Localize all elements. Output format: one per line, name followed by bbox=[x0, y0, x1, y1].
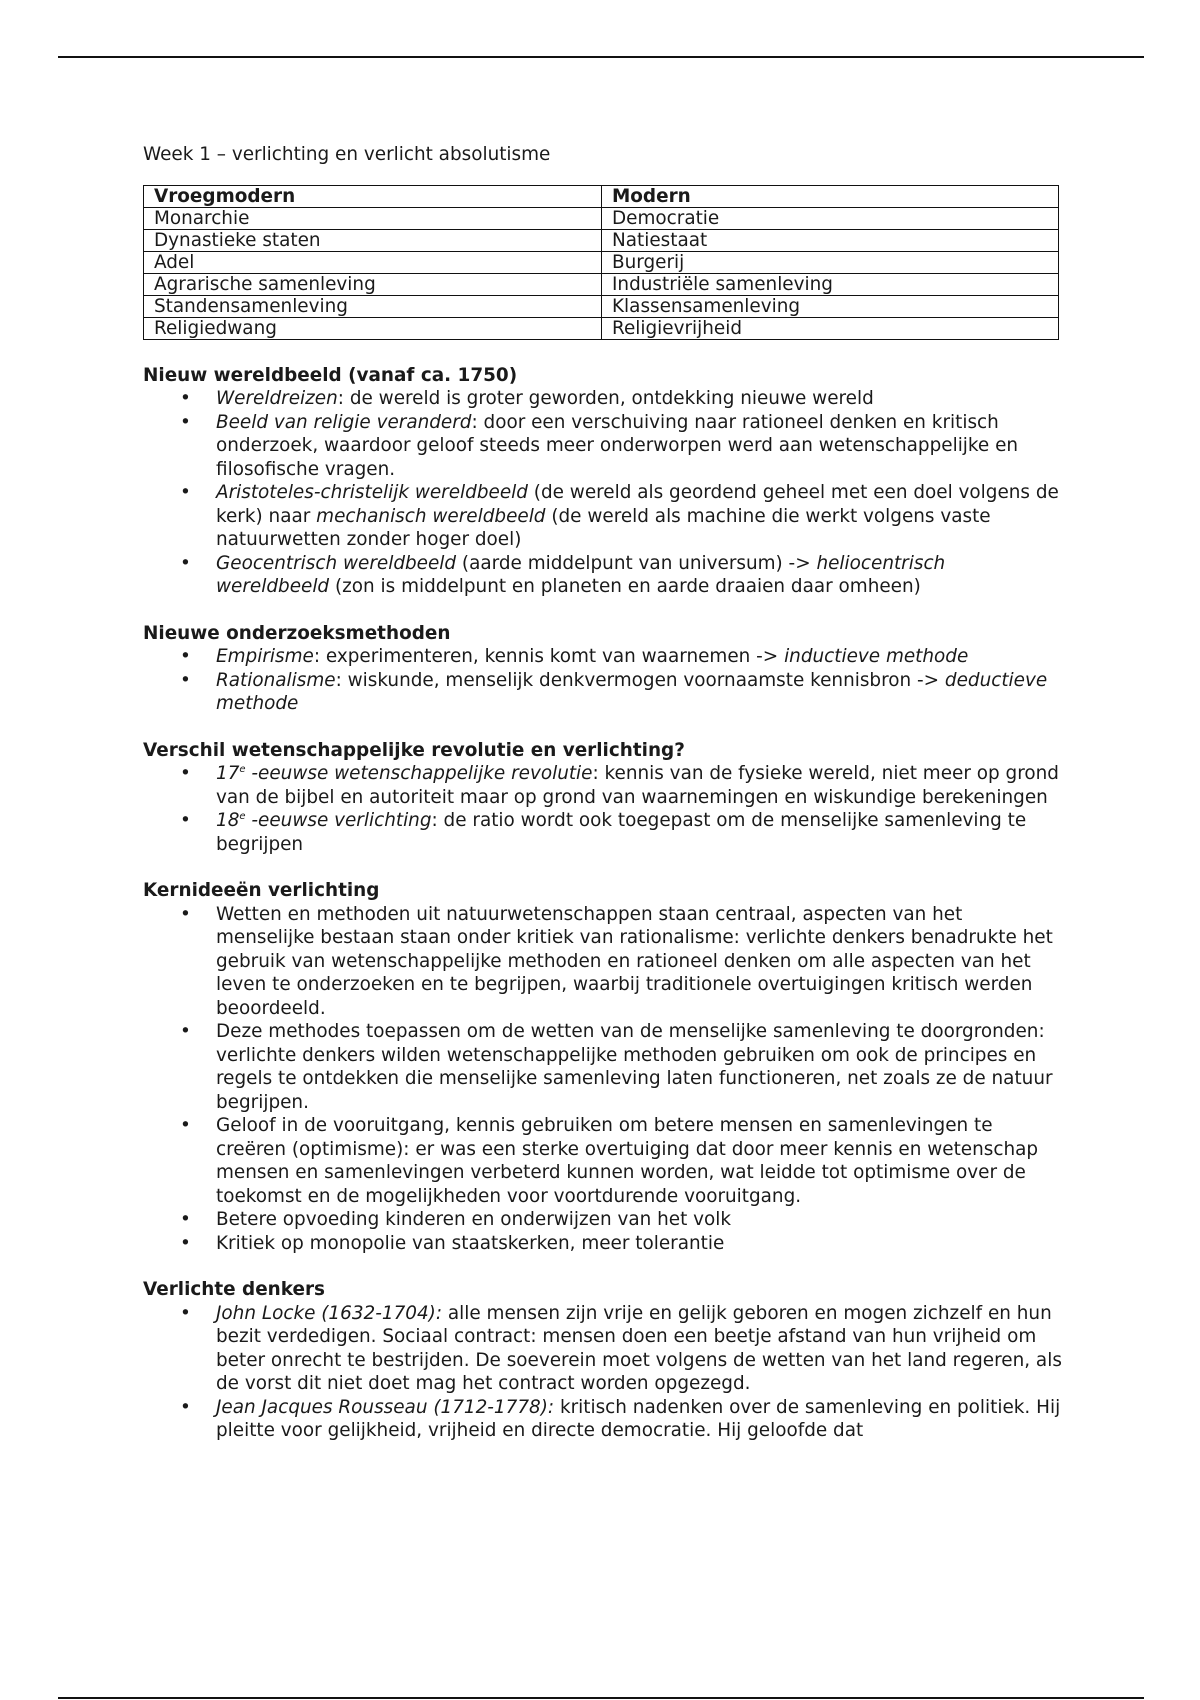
item-text: (de wereld als geordend geheel met een doel volgens de kerk) naar bbox=[216, 482, 1059, 527]
item-text: : de wereld is groter geworden, ontdekking nieuwe wereld bbox=[337, 388, 874, 409]
list-item bbox=[143, 552, 1063, 599]
term: deductieve methode bbox=[216, 669, 1048, 714]
table-header: Modern bbox=[602, 185, 1059, 207]
table-row bbox=[144, 273, 1059, 295]
item-text: : wiskunde, menselijk denkvermogen voornaamste kennisbron -> bbox=[335, 669, 945, 691]
verschil-list bbox=[143, 762, 1063, 856]
item-text: (zon is middelpunt en planeten en aarde draaien daar omheen) bbox=[329, 576, 921, 597]
item-text: (aarde middelpunt van universum) -> bbox=[456, 552, 817, 574]
term-text: -eeuwse wetenschappelijke revolutie bbox=[245, 763, 593, 784]
item-text: kritisch nadenken over de samenleving en politiek. Hij pleitte voor gelijkheid, vrijheid en directe democratie. Hij geloofde dat bbox=[216, 1396, 1061, 1441]
bottom-rule bbox=[58, 1697, 1144, 1699]
term: Beeld van religie veranderd bbox=[216, 411, 472, 433]
term: Aristoteles-christelijk wereldbeeld bbox=[216, 482, 528, 503]
term: Rationalisme bbox=[216, 669, 336, 691]
table-cell: Religiedwang bbox=[144, 317, 602, 339]
term: inductieve methode bbox=[784, 646, 969, 667]
item-text: alle mensen zijn vrije en gelijk geboren en mogen zichzelf en hun bezit verdedigen. Sociaal contract: mensen doen een beetje afstand van hun vrijheid om beter onrecht te bestrijden. De soeverein moet volgens de wetten van het land regeren, als de vorst dit niet doet mag het contract worden opgezegd. bbox=[216, 1302, 1062, 1394]
table-row bbox=[144, 229, 1059, 251]
table-cell: Democratie bbox=[602, 207, 1059, 229]
table-row bbox=[144, 317, 1059, 339]
section-heading-wereldbeeld: Nieuw wereldbeeld (vanaf ca. 1750) bbox=[143, 364, 518, 386]
table-cell: Monarchie bbox=[144, 207, 602, 229]
kernideeen-list bbox=[143, 903, 1063, 1256]
list-item: • Betere opvoeding kinderen en onderwijzen van het volk bbox=[143, 1208, 1063, 1232]
term: Wereldreizen bbox=[216, 388, 338, 409]
list-item bbox=[143, 411, 1063, 482]
item-text: : kennis van de fysieke wereld, niet meer op grond van de bijbel en autoriteit maar op grond van waarnemingen en wiskundige berekeningen bbox=[216, 763, 1059, 808]
item-text: (de wereld als machine die werkt volgens vaste natuurwetten zonder hoger doel) bbox=[216, 505, 991, 550]
list-item bbox=[143, 387, 1063, 411]
top-rule bbox=[58, 56, 1144, 58]
century-number: 18 bbox=[216, 810, 240, 831]
table-cell: Industriële samenleving bbox=[602, 273, 1059, 295]
list-item bbox=[143, 1396, 1063, 1443]
section-heading-onderzoeksmethoden: Nieuwe onderzoeksmethoden bbox=[143, 622, 451, 644]
list-item bbox=[143, 645, 1063, 669]
term: Empirisme bbox=[216, 646, 314, 667]
list-item: • Deze methodes toepassen om de wetten van de menselijke samenleving te doorgronden: verlichte denkers wilden wetenschappelijke methoden gebruiken om ook de principes en regels te ontdekken die menselijke samenleving laten functioneren, net zoals ze de natuur begrijpen. bbox=[143, 1020, 1063, 1114]
table-cell: Agrarische samenleving bbox=[144, 273, 602, 295]
table-row bbox=[144, 295, 1059, 317]
ordinal-suffix: e bbox=[239, 811, 246, 822]
term bbox=[216, 763, 592, 784]
term: Geocentrisch wereldbeeld bbox=[216, 552, 457, 574]
document-body bbox=[143, 143, 1063, 1466]
table-cell: Natiestaat bbox=[602, 229, 1059, 251]
section-heading-denkers: Verlichte denkers bbox=[143, 1279, 325, 1300]
list-item bbox=[143, 669, 1063, 716]
list-item bbox=[143, 481, 1063, 552]
onderzoeksmethoden-list bbox=[143, 645, 1063, 716]
table-row bbox=[144, 251, 1059, 273]
section-heading-kernideeen: Kernideeën verlichting bbox=[143, 880, 380, 901]
list-item bbox=[143, 1302, 1063, 1396]
term bbox=[216, 810, 432, 831]
item-text: : de ratio wordt ook toegepast om de menselijke samenleving te begrijpen bbox=[216, 810, 1027, 855]
table-cell: Religievrijheid bbox=[602, 317, 1059, 339]
list-item: • Geloof in de vooruitgang, kennis gebruiken om betere mensen en samenlevingen te creëren (optimisme): er was een sterke overtuiging dat door meer kennis en wetenschap mensen en samenlevingen verbeterd kunnen worden, wat leidde tot optimisme over de toekomst en de mogelijkheden voor voortdurende vooruitgang. bbox=[143, 1114, 1063, 1208]
table-cell: Burgerij bbox=[602, 251, 1059, 273]
list-item bbox=[143, 809, 1063, 856]
wereldbeeld-list bbox=[143, 387, 1063, 599]
table-cell: Dynastieke staten bbox=[144, 229, 602, 251]
term: John Locke (1632-1704): bbox=[216, 1302, 443, 1324]
term: heliocentrisch wereldbeeld bbox=[216, 552, 946, 597]
term-text: -eeuwse verlichting bbox=[245, 810, 432, 831]
item-text: : door een verschuiving naar rationeel denken en kritisch onderzoek, waardoor geloof steeds meer onderworpen werd aan wetenschappelijke en filosofische vragen. bbox=[216, 411, 1019, 480]
table-row bbox=[144, 207, 1059, 229]
list-item bbox=[143, 762, 1063, 809]
denkers-list bbox=[143, 1302, 1063, 1443]
table-cell: Klassensamenleving bbox=[602, 295, 1059, 317]
term: Jean Jacques Rousseau (1712-1778): bbox=[216, 1396, 555, 1418]
table-header: Vroegmodern bbox=[144, 185, 602, 207]
comparison-table bbox=[143, 185, 1059, 340]
list-item: • Kritiek op monopolie van staatskerken, meer tolerantie bbox=[143, 1232, 1063, 1256]
list-item: • Wetten en methoden uit natuurwetenschappen staan centraal, aspecten van het menselijke bestaan staan onder kritiek van rationalisme: verlichte denkers benadrukte het gebruik van wetenschappelijke methoden en rationeel denken om alle aspecten van het leven te onderzoeken en te begrijpen, waarbij traditionele overtuigingen kritisch werden beoordeeld. bbox=[143, 903, 1063, 1021]
table-cell: Adel bbox=[144, 251, 602, 273]
term: mechanisch wereldbeeld bbox=[316, 505, 546, 527]
table-header-row bbox=[144, 185, 1059, 207]
table-cell: Standensamenleving bbox=[144, 295, 602, 317]
page-title: Week 1 – verlichting en verlicht absolutisme bbox=[143, 144, 551, 165]
section-heading-verschil: Verschil wetenschappelijke revolutie en verlichting? bbox=[143, 739, 685, 761]
ordinal-suffix: e bbox=[239, 764, 246, 775]
item-text: : experimenteren, kennis komt van waarnemen -> bbox=[313, 646, 785, 667]
century-number: 17 bbox=[216, 763, 240, 784]
